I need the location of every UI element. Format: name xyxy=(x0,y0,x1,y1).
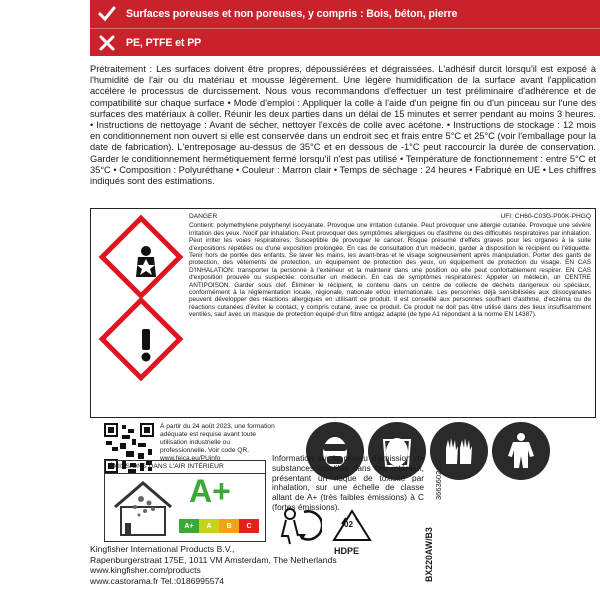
batch-code: BX220AW/B3 xyxy=(424,527,434,582)
scale-b: B xyxy=(219,519,239,533)
emissions-title: ÉMISSIONS DANS L'AIR INTÉRIEUR xyxy=(109,463,224,470)
manufacturer-address xyxy=(90,544,420,586)
hazard-statements: Contient: polymethylene polyphenyl isocyanate. Provoque une irritation cutanée. Peut provoquer une allergie cutanée. Provoque une sévère irritation des yeux. Nocif par inhalation. Peut provoquer des symptômes allergiques ou d'asthme ou des difficultés respiratoires par inhalation. Peut irriter les voies respiratoires. Susceptible de provoquer le cancer. Risque présumé d'effets graves pour les organes à la suite d'expositions répétées ou d'une exposition prolongée. En cas de consultation d'un médecin, garder à disposition le récipient ou l'étiquette. Tenir hors de portée des enfants. Se laver les mains, les avant-bras et le visage soigneusement après manipulation. Porter des gants de protection, des vêtements de protection, un équipement de protection des yeux, un équipement de protection du visage. EN CAS D'INHALATION: transporter la personne à l'extérieur et la maintenir dans une position où elle peut confortablement respirer. EN CAS d'exposition prouvée ou suspectée: consulter un médecin. En cas de symptômes respiratoires: Appeler un médecin, un CENTRE ANTIPOISON. Garder sous clef. Éliminer le récipient, le contenu dans un centre de collecte de déchets dangereux ou spéciaux, conformément à la réglementation locale, régionale, nationale et/ou internationale. Les personnes déjà sensibilisées aux diisocyanates peuvent développer des réactions allergiques en utilisant ce produit. Il est conseillé aux personnes souffrant d'asthme, d'eczéma ou de réactions cutanées d'éviter le contact, y compris cutané, avec ce produit. Ce produit ne doit pas être utilisé dans des lieux insuffisamment ventilés, sauf avec un masque de protection équipé d'un filtre antigaz adapté (de type A1 répondant à la norme EN 14387). xyxy=(189,222,591,319)
coverall-icon xyxy=(492,422,550,480)
check-icon xyxy=(94,1,120,27)
training-notice: À partir du 24 août 2023, une formation adéquate est requise avant toute utilisation industrielle ou professionnelle. Voir code QR. www.feica.eu/PUinfo xyxy=(160,423,275,462)
scale-a: A xyxy=(199,519,219,533)
address-line-3: www.kingfisher.com/products xyxy=(90,565,201,576)
hazard-content xyxy=(189,213,591,319)
emission-scale xyxy=(179,519,259,533)
address-line-1: Kingfisher International Products B.V., xyxy=(90,544,235,554)
surface-unsuitable-text: PE, PTFE et PP xyxy=(126,36,202,49)
ufi-code: UFI: CH60-C03G-P00K-PHGQ xyxy=(500,213,591,220)
house-icon xyxy=(111,477,175,539)
recycle-code: 02 xyxy=(344,520,353,529)
emission-grade: A+ xyxy=(189,473,231,509)
surface-row-unsuitable xyxy=(90,28,600,56)
health-hazard-icon xyxy=(125,241,167,283)
triman-recycle-icon xyxy=(276,504,322,546)
instructions-text: Prétraitement : Les surfaces doivent être propres, dépoussiérées et dégraissées. L'adhésif durcit lorsqu'il est exposé à l'humidité de l'air ou du matériau et mousse légèrement. Une légère humidification de la surface avant l'application accélère le processus de durcissement. Nous vous recommandons d'effectuer un test préliminaire d'adhérence et de compatibilité sur chaque surface • Mode d'emploi : Appliquer la colle à l'aide d'un peigne fin ou d'un pinceau sur l'une des surfaces des matériaux à coller. Réunir les deux parties dans un délai de 15 minutes et serrer pendant au moins 3 heures. • Instructions de nettoyage : Avant de sécher, nettoyer l'excès de colle avec acétone. • Instructions de stockage : 12 mois en conditionnement non ouvert si elle est conservée dans un endroit sec et frais entre 5°C et 25°C (voir l'emballage pour la date de fabrication). L'entreposage au-dessus de 35°C et en dessous de -1°C peut raccourcir la durée de conservation. Garder le conditionnement hermétiquement fermé lorsqu'il n'est pas utilisé • Température de fonctionnement : entre 5°C et 35°C • Composition : Polyuréthane • Couleur : Marron clair • Temps de séchage : 24 heures • Fabriqué en UE • Les chiffres indiqués sont des estimations. xyxy=(90,64,596,187)
cross-icon xyxy=(94,30,120,56)
surface-suitable-text: Surfaces poreuses et non poreuses, y compris : Bois, béton, pierre xyxy=(126,8,458,20)
recycle-label: HDPE xyxy=(334,546,360,556)
emissions-divider xyxy=(105,473,265,474)
scale-a-plus: A+ xyxy=(179,519,199,533)
emissions-info: Information sur le niveau d'émission de substances volatiles dans l'air intérieur, présentant un risque de toxicité par inhalation, sur une échelle de classe allant de A+ (très faibles émissions) à C (fortes émissions). xyxy=(272,453,424,512)
address-line-2: Rapenburgerstraat 175E, 1011 VM Amsterdam, The Netherlands xyxy=(90,554,337,565)
side-code: 3663602... xyxy=(434,464,443,500)
hazard-box xyxy=(90,208,596,418)
address-line-4: www.castorama.fr Tel.:0186995574 xyxy=(90,575,225,586)
signal-word: DANGER xyxy=(189,213,218,220)
scale-c: C xyxy=(239,519,259,533)
exclamation-mark-icon xyxy=(125,323,167,365)
header-band xyxy=(90,0,600,56)
hazard-header xyxy=(189,213,591,220)
emissions-label xyxy=(104,460,266,542)
surface-row-suitable xyxy=(90,0,600,28)
